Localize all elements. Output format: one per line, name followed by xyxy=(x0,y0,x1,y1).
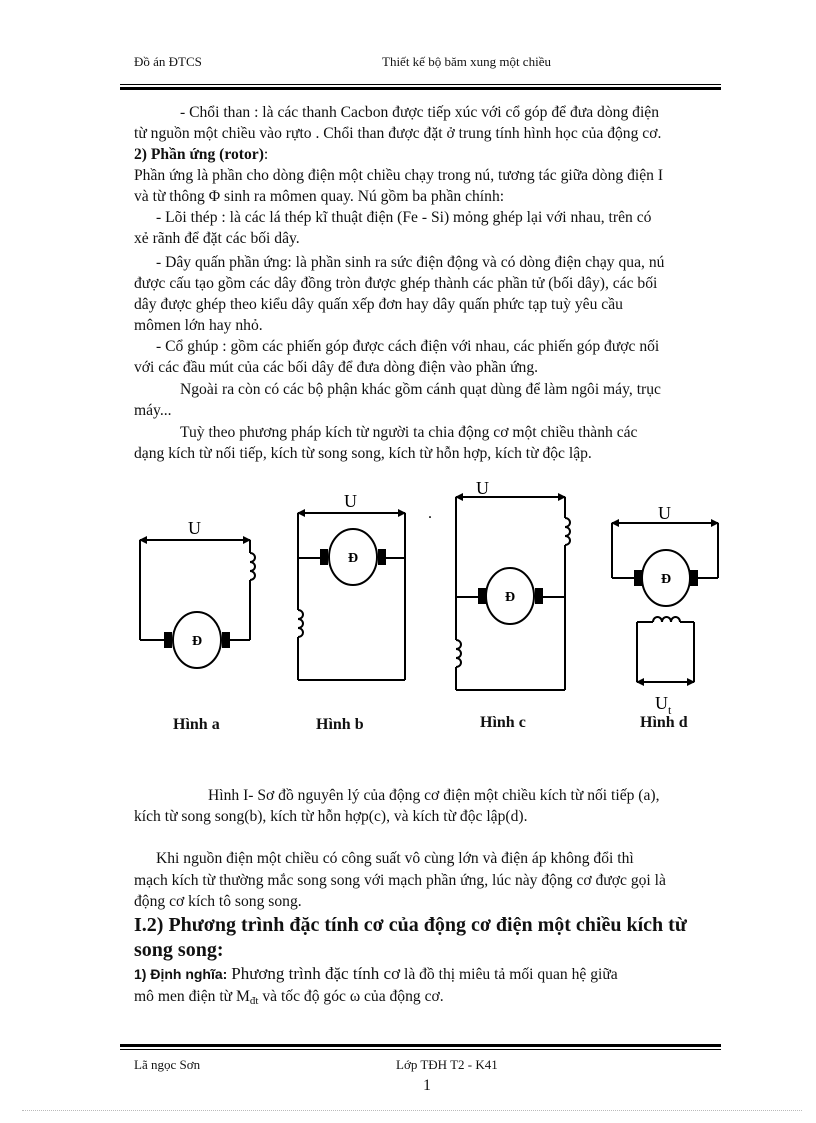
brush-line-2: từ nguồn một chiều vào rựto . Chổi than được đặt ở trung tính hình học của động cơ. xyxy=(134,125,662,142)
stray-dot: . xyxy=(428,505,432,522)
other-parts-line-2: máy... xyxy=(134,402,172,419)
excitation-types-line-2: dạng kích từ nối tiếp, kích từ song song, kích từ hỗn hợp, kích từ độc lập. xyxy=(134,445,592,462)
figure-label-c: Hình c xyxy=(480,714,526,731)
shunt-para-line-3: động cơ kích tô song song. xyxy=(134,893,302,910)
footer-rule-thick xyxy=(120,1044,721,1047)
voltage-label-c: U xyxy=(476,478,489,498)
header-rule-thin xyxy=(120,84,721,85)
winding-line-2: được cấu tạo gồm các dây đồng tròn được ghép thành các phần tử (bối dây), các bối xyxy=(134,275,658,292)
page-bottom-dotted-edge xyxy=(22,1110,802,1111)
voltage-label-b: U xyxy=(344,491,357,511)
motor-label-d: Đ xyxy=(660,572,672,587)
commutator-line-2: với các đầu mút của các bối dây để đưa dòng điện vào phần ứng. xyxy=(134,359,539,376)
footer-rule-thin xyxy=(120,1049,721,1050)
commutator-line-1: - Cổ ghúp : gồm các phiến góp được cách điện với nhau, các phiến góp được nối xyxy=(156,338,660,355)
other-parts-line-1: Ngoài ra còn có các bộ phận khác gồm cánh quạt dùng để làm ngôi máy, trục xyxy=(180,381,661,398)
diagram-b xyxy=(298,513,405,680)
header-left: Đồ án ĐTCS xyxy=(134,54,202,69)
definition-line-2: mô men điện từ $M_{đt}$ và tốc độ góc ω của động cơ. xyxy=(134,988,444,1007)
figure-label-d: Hình d xyxy=(640,714,688,731)
figure-label-b: Hình b xyxy=(316,716,364,733)
motor-label-c: Đ xyxy=(504,590,516,605)
motor-label-b: Đ xyxy=(347,551,359,566)
section-heading-line-2: song song: xyxy=(134,939,224,961)
figure-caption-line-1: Hình I- Sơ đồ nguyên lý của động cơ điện một chiều kích từ nối tiếp (a), xyxy=(208,787,660,804)
shunt-para-line-1: Khi nguồn điện một chiều có công suất vô cùng lớn và điện áp không đổi thì xyxy=(156,850,634,867)
motor-label-a: Đ xyxy=(191,634,203,649)
header-rule-thick xyxy=(120,87,721,90)
winding-line-4: mômen lớn hay nhỏ. xyxy=(134,317,263,334)
section-heading-line-1: I.2) Phương trình đặc tính cơ của động cơ điện một chiều kích từ xyxy=(134,914,687,936)
page-number: 1 xyxy=(423,1077,431,1094)
excitation-types-line-1: Tuỳ theo phương pháp kích từ người ta chia động cơ một chiều thành các xyxy=(180,424,638,441)
voltage-label-d: U xyxy=(658,503,671,523)
rotor-heading: 2) Phần ứng (rotor): xyxy=(134,146,269,163)
footer-class: Lớp TĐH T2 - K41 xyxy=(396,1057,498,1072)
excitation-voltage-label: $U_t$ xyxy=(655,693,672,717)
header-right: Thiết kế bộ băm xung một chiều xyxy=(382,54,551,69)
core-line-2: xẻ rãnh để đặt các bối dây. xyxy=(134,230,300,247)
voltage-label-a: U xyxy=(188,518,201,538)
footer-author: Lã ngọc Sơn xyxy=(134,1057,201,1072)
figure-label-a: Hình a xyxy=(173,716,220,733)
brush-marks xyxy=(164,549,698,648)
winding-line-3: dây được ghép theo kiểu dây quấn xếp đơn hay dây quấn phức tạp tuỳ yêu cầu xyxy=(134,296,623,313)
circuit-figure xyxy=(0,470,816,750)
rotor-line-2: và từ thông Φ sinh ra mômen quay. Nú gồm ba phần chính: xyxy=(134,188,505,205)
shunt-para-line-2: mạch kích từ thường mắc song song với mạch phần ứng, lúc này động cơ được gọi là xyxy=(134,872,666,889)
rotor-line-1: Phần ứng là phần cho dòng điện một chiều chạy trong nú, tương tác giữa dòng điện I xyxy=(134,167,664,184)
diagram-d xyxy=(612,523,718,682)
winding-line-1: - Dây quấn phần ứng: là phần sinh ra sức điện động và có dòng điện chạy qua, nú xyxy=(156,254,665,271)
brush-line-1: - Chổi than : là các thanh Cacbon được tiếp xúc với cổ góp để đưa dòng điện xyxy=(180,104,659,121)
core-line-1: - Lõi thép : là các lá thép kĩ thuật điện (Fe - Si) mỏng ghép lại với nhau, trên có xyxy=(156,209,652,226)
definition-line-1: 1) Định nghĩa: Phương trình đặc tính cơ là đồ thị miêu tả mối quan hệ giữa xyxy=(134,964,618,983)
figure-caption-line-2: kích từ song song(b), kích từ hỗn hợp(c), và kích từ độc lập(d). xyxy=(134,808,528,825)
